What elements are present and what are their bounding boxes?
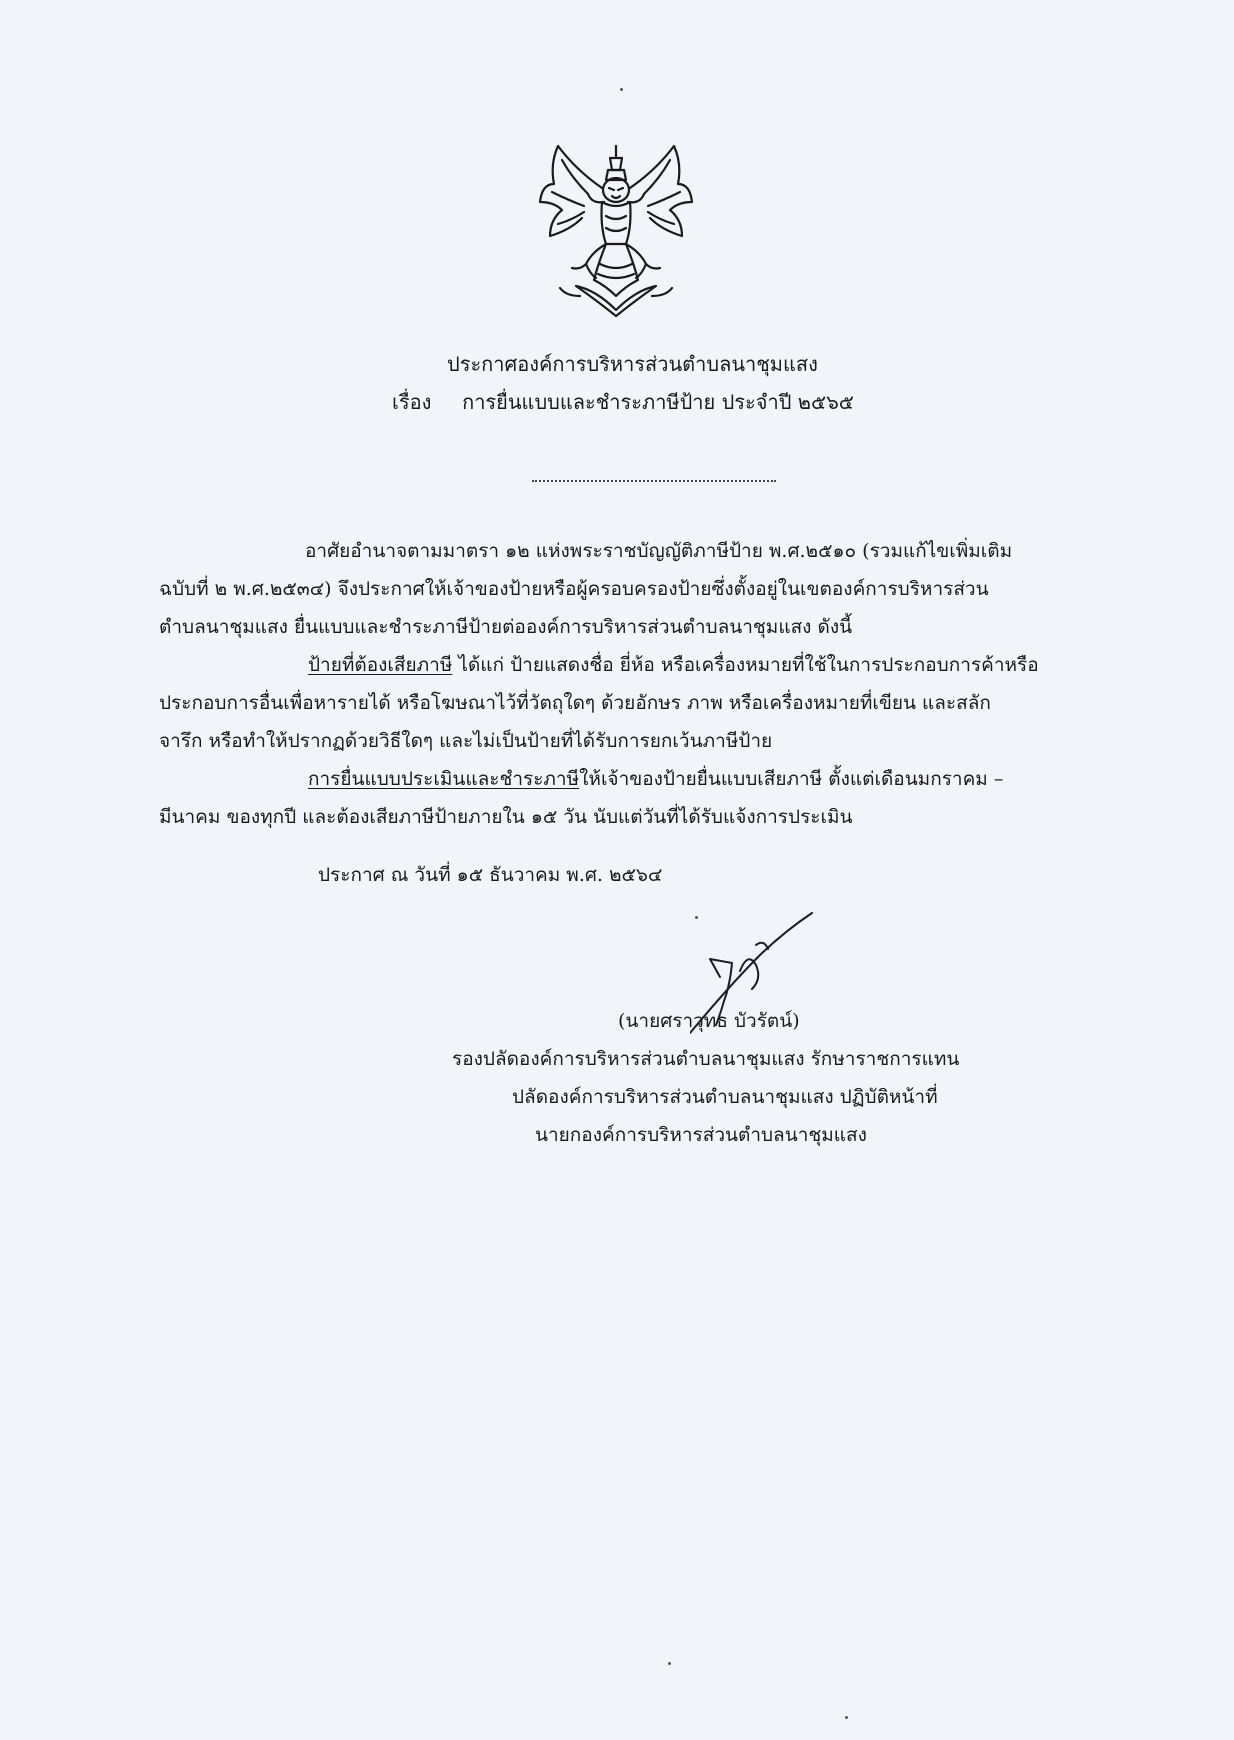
paragraph-2-line-1-rest: ได้แก่ ป้ายแสดงชื่อ ยี่ห้อ หรือเครื่องหมายที่ใช้ในการประกอบการค้าหรือ xyxy=(452,654,1039,676)
paragraph-3-line-1 xyxy=(308,764,1003,794)
scan-speck xyxy=(620,88,623,91)
subject-label: เรื่อง xyxy=(392,390,432,414)
scan-speck xyxy=(845,1716,848,1719)
scan-speck xyxy=(695,916,698,919)
title-divider xyxy=(532,480,776,482)
paragraph-1-line-2: ฉบับที่ ๒ พ.ศ.๒๕๓๔) จึงประกาศให้เจ้าของป้ายหรือผู้ครอบครองป้ายซึ่งตั้งอยู่ในเขตองค์การบริหารส่วน xyxy=(159,578,989,600)
signatory-position-line-1: รองปลัดองค์การบริหารส่วนตำบลนาชุมแสง รักษาราชการแทน xyxy=(452,1048,960,1070)
announcement-title: ประกาศองค์การบริหารส่วนตำบลนาชุมแสง xyxy=(447,352,818,376)
announcement-date: ประกาศ ณ วันที่ ๑๕ ธันวาคม พ.ศ. ๒๕๖๔ xyxy=(318,864,663,886)
scan-speck xyxy=(668,1662,671,1665)
paragraph-1-line-3: ตำบลนาชุมแสง ยื่นแบบและชำระภาษีป้ายต่อองค์การบริหารส่วนตำบลนาชุมแสง ดังนี้ xyxy=(159,616,853,638)
taxable-sign-heading: ป้ายที่ต้องเสียภาษี xyxy=(308,654,453,676)
paragraph-3-line-1-rest: ให้เจ้าของป้ายยื่นแบบเสียภาษี ตั้งแต่เดือนมกราคม – xyxy=(579,768,1004,790)
garuda-emblem-icon xyxy=(536,140,696,318)
paragraph-2-line-3: จารึก หรือทำให้ปรากฏด้วยวิธีใดๆ และไม่เป็นป้ายที่ได้รับการยกเว้นภาษีป้าย xyxy=(159,730,773,752)
signatory-position-line-3: นายกองค์การบริหารส่วนตำบลนาชุมแสง xyxy=(535,1124,867,1146)
subject-line xyxy=(392,386,854,418)
paragraph-1-line-1: อาศัยอำนาจตามมาตรา ๑๒ แห่งพระราชบัญญัติภาษีป้าย พ.ศ.๒๕๑๐ (รวมแก้ไขเพิ่มเติม xyxy=(305,540,1013,562)
signatory-name: (นายศราวุทธ บัวรัตน์) xyxy=(618,1010,800,1032)
subject-text: การยื่นแบบและชำระภาษีป้าย ประจำปี ๒๕๖๕ xyxy=(462,390,854,414)
signatory-position-line-2: ปลัดองค์การบริหารส่วนตำบลนาชุมแสง ปฏิบัติหน้าที่ xyxy=(512,1086,938,1108)
paragraph-3-line-2: มีนาคม ของทุกปี และต้องเสียภาษีป้ายภายใน ๑๕ วัน นับแต่วันที่ได้รับแจ้งการประเมิน xyxy=(159,806,853,828)
filing-heading: การยื่นแบบประเมินและชำระภาษี xyxy=(308,768,580,790)
paragraph-2-line-1 xyxy=(308,650,1039,680)
paragraph-2-line-2: ประกอบการอื่นเพื่อหารายได้ หรือโฆษณาไว้ที่วัตถุใดๆ ด้วยอักษร ภาพ หรือเครื่องหมายที่เขียน และสลัก xyxy=(159,692,991,714)
